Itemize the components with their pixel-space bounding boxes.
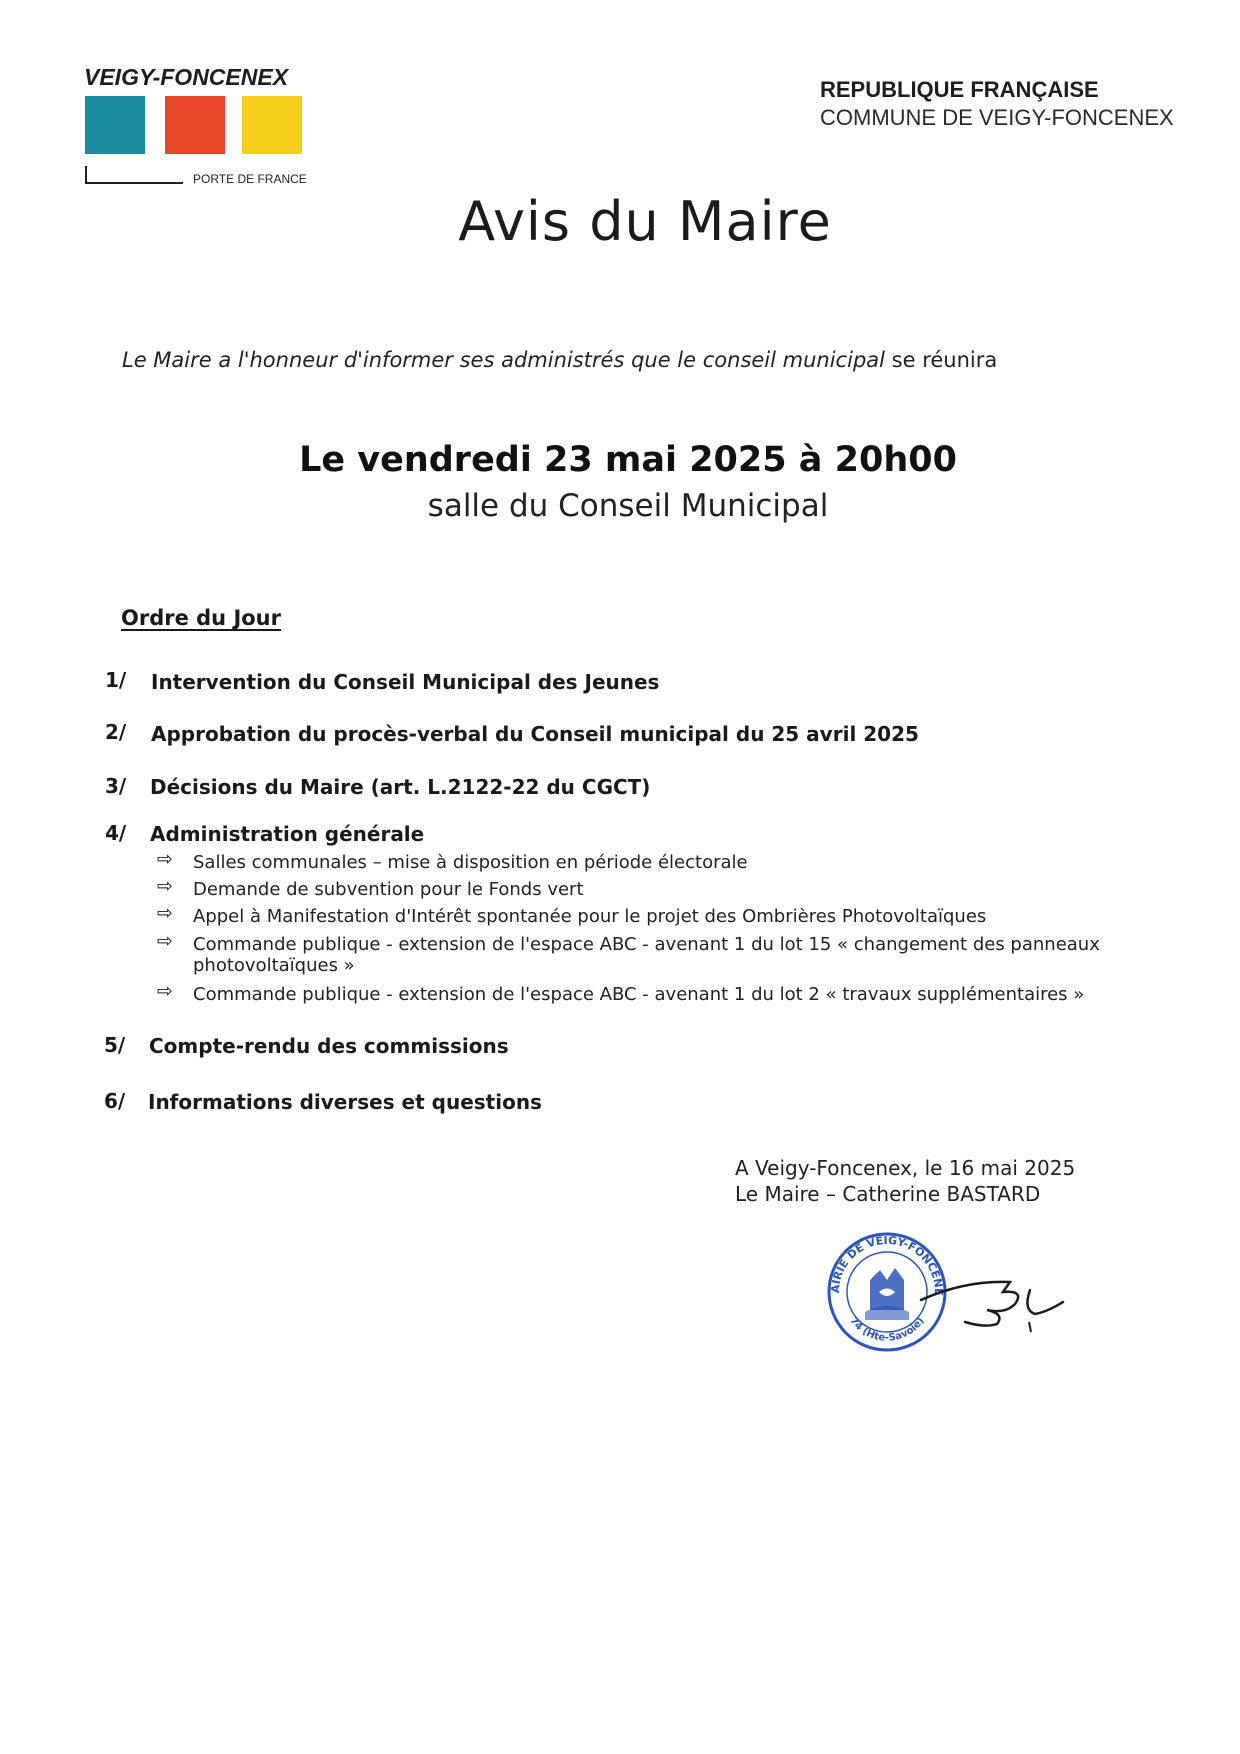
sub-item-text: Salles communales – mise à disposition en période électorale [193,852,748,873]
intro-text-italic: Le Maire a l'honneur d'informer ses administrés que le conseil municipal [122,348,885,372]
agenda-item-label: Compte-rendu des commissions [149,1034,509,1058]
agenda-item-number: 3/ [105,774,127,798]
republic-heading: REPUBLIQUE FRANÇAISE [820,77,1099,102]
meeting-place: salle du Conseil Municipal [427,488,829,524]
commune-heading: COMMUNE DE VEIGY-FONCENEX [820,105,1174,130]
logo-title: VEIGY-FONCENEX [84,64,289,90]
logo-rule-horizontal [85,182,183,184]
signature-name: Le Maire – Catherine BASTARD [735,1182,1041,1206]
agenda-item-label: Administration générale [150,822,425,846]
agenda-item-label: Informations diverses et questions [148,1090,542,1114]
agenda-item-label: Approbation du procès-verbal du Conseil municipal du 25 avril 2025 [151,722,919,746]
logo-tagline: PORTE DE FRANCE [193,172,307,186]
sub-item-text: Commande publique - extension de l'espace ABC - avenant 1 du lot 15 « changement des panneaux [193,934,1100,955]
agenda-item-number: 1/ [105,668,127,692]
agenda-heading: Ordre du Jour [121,606,281,630]
arrow-right-icon: ⇨ [157,980,173,1002]
agenda-item-number: 6/ [104,1089,126,1113]
agenda-item-label: Intervention du Conseil Municipal des Jeunes [151,670,660,694]
official-stamp [825,1230,1105,1364]
arrow-right-icon: ⇨ [157,930,173,952]
arrow-right-icon: ⇨ [157,902,173,924]
intro-text-regular: se réunira [884,348,998,372]
logo-square-yellow [242,96,302,154]
logo-square-red [165,96,225,154]
sub-item-text: Demande de subvention pour le Fonds vert [193,879,584,900]
meeting-date: Le vendredi 23 mai 2025 à 20h00 [299,440,957,480]
signature-place-date: A Veigy-Foncenex, le 16 mai 2025 [735,1156,1076,1180]
agenda-item-number: 5/ [104,1033,126,1057]
svg-text:74 (Hte-Savoie): 74 (Hte-Savoie) [847,1315,927,1344]
arrow-right-icon: ⇨ [157,848,173,870]
agenda-item-label: Décisions du Maire (art. L.2122-22 du CGCT) [150,775,651,799]
sub-item-text: Commande publique - extension de l'espace ABC - avenant 1 du lot 2 « travaux supplémentaires » [193,984,1085,1005]
page-title: Avis du Maire [458,190,832,253]
stamp-and-signature-graphic [825,1230,1105,1360]
sub-item-text-continued: photovoltaïques » [193,955,355,976]
svg-text:MAIRIE DE VEIGY-FONCENEX: AIRIE DE VEIGY-FONCENE [828,1233,946,1296]
sub-item-text: Appel à Manifestation d'Intérêt spontanée pour le projet des Ombrières Photovoltaïques [193,906,987,927]
agenda-item-number: 4/ [105,821,127,845]
logo-square-teal [85,96,145,154]
arrow-right-icon: ⇨ [157,875,173,897]
agenda-item-number: 2/ [105,720,127,744]
intro-text [122,348,997,372]
